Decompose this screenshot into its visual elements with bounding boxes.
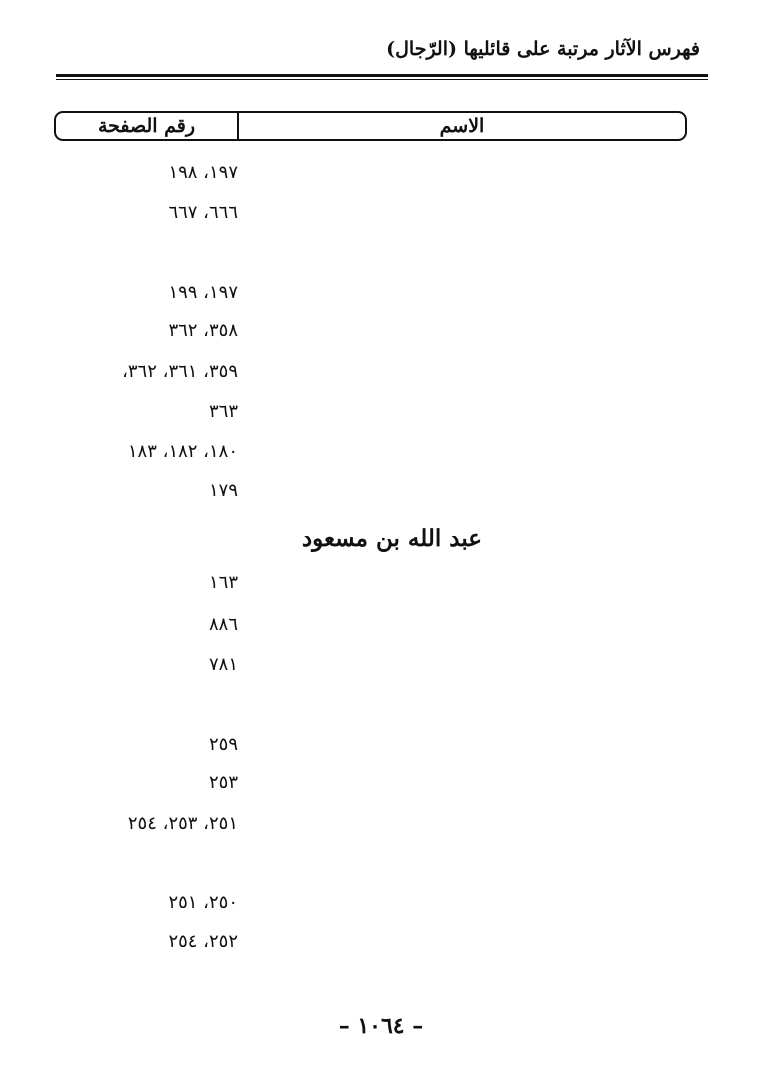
- entry-pages-line: ٨٨٦: [208, 614, 238, 635]
- page-number: – ١٠٦٤ –: [338, 1013, 424, 1039]
- entry-pages-line: ١٦٣: [208, 572, 238, 593]
- entry-pages-line: ١٩٧، ١٩٨: [168, 162, 238, 183]
- entry-pages: [60, 563, 238, 603]
- entry-pages: [60, 883, 238, 923]
- section-heading: عبد الله بن مسعود: [301, 525, 482, 552]
- entry-pages: [60, 153, 238, 193]
- entry-pages: [60, 605, 238, 645]
- entry-pages-line: ٧٨١: [208, 654, 238, 675]
- entry-pages: [60, 432, 238, 472]
- entry-pages: [60, 763, 238, 803]
- entry-pages-line: ٢٥٩: [208, 734, 238, 755]
- entry-pages: [60, 471, 238, 511]
- entry-pages-line: ٢٥٠، ٢٥١: [168, 892, 238, 913]
- entry-pages: [60, 922, 238, 962]
- entry-pages: [60, 193, 238, 233]
- entry-pages-line: ٣٦٣: [208, 401, 238, 422]
- column-name-header: الاسم: [237, 113, 685, 139]
- header-rule-thin: [56, 79, 708, 80]
- entry-pages-line: ١٩٧، ١٩٩: [168, 282, 238, 303]
- entry-pages: [60, 352, 238, 432]
- entry-pages-line: ٢٥١، ٢٥٣، ٢٥٤: [127, 813, 238, 834]
- entry-pages-line: ١٧٩: [208, 480, 238, 501]
- entry-pages-line: ٣٥٨، ٣٦٢: [168, 320, 238, 341]
- entry-pages: [60, 725, 238, 765]
- header-rule: [56, 74, 708, 77]
- entry-pages: [60, 645, 238, 685]
- column-page-header: رقم الصفحة: [97, 115, 196, 137]
- column-header-box: [54, 111, 687, 141]
- entry-pages-line: ٢٥٢، ٢٥٤: [168, 931, 238, 952]
- entry-pages: [60, 311, 238, 351]
- entry-pages-line: ٣٥٩، ٣٦١، ٣٦٢،: [122, 361, 238, 382]
- entry-pages-line: ٢٥٣: [208, 772, 238, 793]
- entry-pages: [60, 804, 238, 844]
- entry-pages-line: ٦٦٦، ٦٦٧: [168, 202, 238, 223]
- running-header: فهرس الآثار مرتبة على قائليها (الرّجال): [386, 38, 700, 60]
- entry-pages: [60, 273, 238, 313]
- entry-pages-line: ١٨٠، ١٨٢، ١٨٣: [127, 441, 238, 462]
